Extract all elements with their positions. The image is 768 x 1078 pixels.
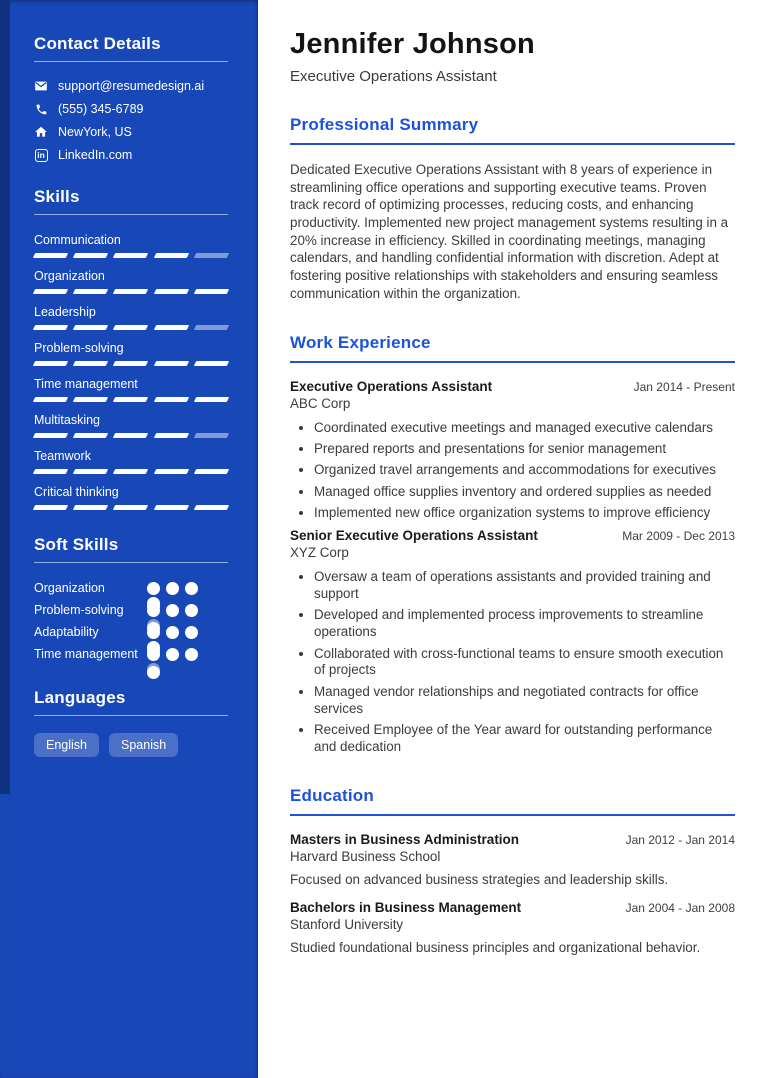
skill-bar-segment	[113, 397, 149, 402]
skill-bar-segment	[73, 433, 109, 438]
education-dates: Jan 2004 - Jan 2008	[625, 900, 735, 915]
school-name: Harvard Business School	[290, 848, 441, 864]
summary-section-title: Professional Summary	[290, 115, 479, 134]
person-job-title: Executive Operations Assistant	[290, 68, 497, 85]
skill-bar-segment	[153, 505, 189, 510]
soft-skill-dots	[147, 582, 221, 596]
languages-section-title: Languages	[34, 688, 126, 707]
skill-bar-segment	[153, 433, 189, 438]
contact-item-text: NewYork, US	[58, 125, 132, 139]
section-divider	[34, 715, 228, 716]
job-bullet: • Collaborated with cross-functional teams to ensure smooth execution of projects	[314, 646, 735, 680]
skills-list	[34, 232, 228, 510]
experience-section	[290, 333, 735, 756]
skill-name: Teamwork	[34, 449, 91, 463]
soft-skill-dots	[147, 626, 221, 640]
skills-section-title: Skills	[34, 187, 80, 206]
school-name: Stanford University	[290, 916, 404, 932]
skill-bar-segment	[153, 289, 189, 294]
skill-bar-segment	[113, 253, 149, 258]
skill-bar-segment	[194, 469, 230, 474]
job-bullet: • Prepared reports and presentations for senior management	[314, 441, 735, 458]
job-company: XYZ Corp	[290, 544, 349, 560]
degree-title: Bachelors in Business Management	[290, 899, 522, 915]
skill-name: Problem-solving	[34, 341, 124, 355]
rating-dot	[147, 663, 160, 676]
linkedin-icon	[34, 148, 48, 162]
job-entry	[290, 379, 735, 522]
skill-bar-segment	[33, 505, 69, 510]
skill-bar-segment	[73, 397, 109, 402]
skill-bar-segment	[194, 325, 230, 330]
skill-bar-segment	[33, 469, 69, 474]
sidebar	[0, 0, 258, 1078]
skill-bar-segment	[194, 433, 230, 438]
rating-dot	[147, 648, 160, 661]
soft-skill-name: Organization	[34, 581, 105, 595]
skill-bar-segment	[33, 361, 69, 366]
skills-section	[34, 187, 228, 510]
section-divider	[34, 214, 228, 215]
skill-item	[34, 304, 228, 330]
linkedin-glyph: in	[35, 149, 48, 162]
soft-skill-dots	[147, 648, 221, 662]
contact-item	[34, 125, 228, 139]
contact-item-text: LinkedIn.com	[58, 148, 133, 162]
summary-section	[290, 115, 735, 303]
soft-skill-name: Adaptability	[34, 625, 99, 639]
job-bullet: • Oversaw a team of operations assistants and provided training and support	[314, 569, 735, 603]
skill-bar-segment	[113, 361, 149, 366]
job-title: Executive Operations Assistant	[290, 378, 493, 394]
education-entry	[290, 900, 735, 955]
education-list	[290, 832, 735, 955]
skill-item	[34, 232, 228, 258]
rating-dot	[166, 648, 179, 661]
skill-bar-segment	[113, 325, 149, 330]
soft-skill-dots	[147, 604, 221, 618]
skill-item	[34, 376, 228, 402]
skill-item	[34, 448, 228, 474]
skill-bar-segment	[153, 469, 189, 474]
skill-item	[34, 268, 228, 294]
skill-name: Time management	[34, 377, 138, 391]
skill-item	[34, 412, 228, 438]
section-divider	[34, 61, 228, 62]
skill-bar-segment	[73, 505, 109, 510]
soft-skills-section-title: Soft Skills	[34, 535, 119, 554]
contact-item[interactable]	[34, 148, 228, 162]
skill-bar-segment	[33, 433, 69, 438]
experience-section-title: Work Experience	[290, 332, 431, 352]
skill-level-bar	[34, 469, 228, 474]
job-bullet: • Received Employee of the Year award for outstanding performance and dedication	[314, 722, 735, 756]
skill-bar-segment	[194, 505, 230, 510]
skill-bar-segment	[33, 253, 69, 258]
job-bullet: • Coordinated executive meetings and managed executive calendars	[314, 420, 735, 437]
contact-item-text: (555) 345-6789	[58, 102, 144, 116]
skill-name: Leadership	[34, 305, 96, 319]
job-bullet-list	[290, 569, 735, 756]
summary-text: Dedicated Executive Operations Assistant with 8 years of experience in streamlining office operations and supporting executive teams. Proven track record of optimizing processes, reducing costs, and enhancing productivity. Implemented new project management systems resulting in a 20% increase in efficiency. Skilled in coordinating meetings, managing calendars, and handling confidential information with discretion. Adept at fostering positive relationships with stakeholders and ensuring seamless communication within the organization.	[290, 162, 729, 301]
education-entry	[290, 832, 735, 887]
skill-bar-segment	[73, 289, 109, 294]
language-badge: Spanish	[109, 733, 178, 757]
education-section	[290, 786, 735, 955]
skill-bar-segment	[153, 253, 189, 258]
skill-bar-segment	[113, 469, 149, 474]
skill-bar-segment	[113, 289, 149, 294]
rating-dot	[147, 582, 160, 595]
skill-bar-segment	[194, 361, 230, 366]
job-dates: Jan 2014 - Present	[633, 379, 735, 394]
job-header-row	[290, 528, 735, 543]
section-underline	[290, 361, 735, 363]
soft-skill-item	[34, 580, 228, 597]
skill-bar-segment	[113, 433, 149, 438]
job-company: ABC Corp	[290, 395, 351, 411]
section-divider	[34, 562, 228, 563]
languages-section	[34, 688, 228, 757]
soft-skills-list	[34, 580, 228, 663]
skill-name: Organization	[34, 269, 105, 283]
soft-skills-section	[34, 535, 228, 663]
home-icon	[34, 125, 48, 139]
job-bullet: • Implemented new office organization systems to improve efficiency	[314, 505, 735, 522]
job-bullet: • Managed office supplies inventory and ordered supplies as needed	[314, 484, 735, 501]
skill-bar-segment	[153, 397, 189, 402]
contact-item[interactable]	[34, 79, 228, 93]
soft-skill-item	[34, 646, 228, 663]
skill-bar-segment	[194, 397, 230, 402]
rating-dot	[185, 604, 198, 617]
skill-level-bar	[34, 289, 228, 294]
skill-bar-segment	[33, 397, 69, 402]
skill-bar-segment	[153, 325, 189, 330]
rating-dot	[147, 604, 160, 617]
skill-level-bar	[34, 325, 228, 330]
job-dates: Mar 2009 - Dec 2013	[622, 528, 735, 543]
sidebar-edge-accent	[0, 0, 10, 794]
skill-bar-segment	[73, 361, 109, 366]
skill-bar-segment	[194, 289, 230, 294]
job-title: Senior Executive Operations Assistant	[290, 527, 538, 543]
skill-level-bar	[34, 397, 228, 402]
section-underline	[290, 143, 735, 145]
main-content	[258, 0, 768, 1078]
resume-header	[290, 28, 735, 85]
rating-dot	[185, 648, 198, 661]
degree-title: Masters in Business Administration	[290, 831, 520, 847]
skill-name: Multitasking	[34, 413, 100, 427]
person-name: Jennifer Johnson	[290, 28, 535, 60]
job-bullet: • Organized travel arrangements and accommodations for executives	[314, 462, 735, 479]
education-section-title: Education	[290, 785, 374, 805]
skill-item	[34, 340, 228, 366]
skill-level-bar	[34, 505, 228, 510]
soft-skill-name: Time management	[34, 647, 138, 661]
skill-bar-segment	[73, 325, 109, 330]
skill-bar-segment	[33, 289, 69, 294]
contact-item	[34, 102, 228, 116]
soft-skill-item	[34, 624, 228, 641]
contact-list	[34, 79, 228, 162]
rating-dot	[166, 626, 179, 639]
skill-name: Communication	[34, 233, 121, 247]
education-description: Studied foundational business principles and organizational behavior.	[290, 939, 701, 955]
skill-level-bar	[34, 253, 228, 258]
skill-bar-segment	[194, 253, 230, 258]
skill-bar-segment	[33, 325, 69, 330]
skill-bar-segment	[153, 361, 189, 366]
jobs-list	[290, 379, 735, 756]
soft-skill-name: Problem-solving	[34, 603, 124, 617]
rating-dot	[185, 582, 198, 595]
rating-dot	[166, 582, 179, 595]
rating-dot	[166, 604, 179, 617]
contact-section-title: Contact Details	[34, 34, 161, 53]
soft-skill-item	[34, 602, 228, 619]
contact-item-text: support@resumedesign.ai	[58, 79, 205, 93]
skill-name: Critical thinking	[34, 485, 119, 499]
education-dates: Jan 2012 - Jan 2014	[625, 832, 735, 847]
skill-bar-segment	[113, 505, 149, 510]
skill-bar-segment	[73, 469, 109, 474]
languages-list	[34, 733, 228, 757]
rating-dot	[147, 626, 160, 639]
job-entry	[290, 528, 735, 756]
skill-level-bar	[34, 433, 228, 438]
skill-bar-segment	[73, 253, 109, 258]
phone-icon	[34, 102, 48, 116]
education-header-row	[290, 832, 735, 847]
skill-level-bar	[34, 361, 228, 366]
education-description: Focused on advanced business strategies and leadership skills.	[290, 871, 669, 887]
skill-item	[34, 484, 228, 510]
contact-section	[34, 34, 228, 162]
job-bullet-list	[290, 420, 735, 522]
language-badge: English	[34, 733, 99, 757]
job-header-row	[290, 379, 735, 394]
job-bullet: • Developed and implemented process improvements to streamline operations	[314, 607, 735, 641]
email-icon	[34, 79, 48, 93]
education-header-row	[290, 900, 735, 915]
section-underline	[290, 814, 735, 816]
job-bullet: • Managed vendor relationships and negotiated contracts for office services	[314, 684, 735, 718]
rating-dot	[185, 626, 198, 639]
